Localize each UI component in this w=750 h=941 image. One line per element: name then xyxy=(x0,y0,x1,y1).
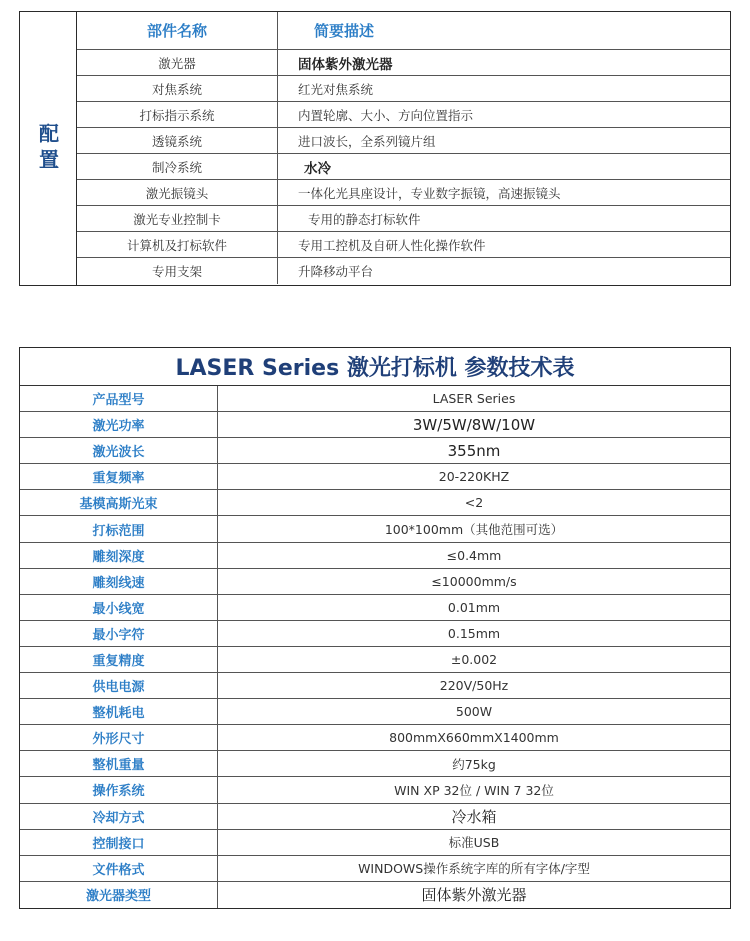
spec-key: 激光功率 xyxy=(20,412,218,437)
config-part-desc: 专用工控机及自研人性化操作软件 xyxy=(298,237,486,253)
config-part-desc: 升降移动平台 xyxy=(298,264,374,279)
config-part-desc: 固体紫外激光器 xyxy=(298,56,393,73)
spec-row xyxy=(20,882,730,908)
spec-key: 冷却方式 xyxy=(20,804,218,829)
spec-value: 220V/50Hz xyxy=(439,678,509,694)
config-row xyxy=(77,102,730,128)
config-row xyxy=(77,232,730,258)
spec-value: 约75kg xyxy=(452,756,496,772)
spec-row xyxy=(20,438,730,464)
spec-value: WINDOWS操作系统字库的所有字体/字型 xyxy=(358,861,590,877)
spec-row xyxy=(20,777,730,803)
spec-row xyxy=(20,595,730,621)
spec-rows xyxy=(20,386,730,908)
config-part-name: 激光振镜头 xyxy=(77,180,278,205)
config-part-desc: 红光对焦系统 xyxy=(298,81,374,97)
spec-key: 激光器类型 xyxy=(20,882,218,908)
config-side-label: 配置 xyxy=(35,122,60,175)
config-row xyxy=(77,128,730,154)
spec-row xyxy=(20,621,730,647)
config-part-desc: 水冷 xyxy=(304,160,331,177)
config-part-desc: 专用的静态打标软件 xyxy=(308,211,421,227)
spec-key: 重复精度 xyxy=(20,647,218,672)
config-part-name: 专用支架 xyxy=(77,258,278,284)
spec-row xyxy=(20,673,730,699)
config-header-row xyxy=(77,12,730,50)
config-part-name: 制冷系统 xyxy=(77,154,278,179)
spec-row xyxy=(20,412,730,438)
config-table xyxy=(19,11,731,286)
spec-value: 0.15mm xyxy=(447,625,501,641)
spec-key: 产品型号 xyxy=(20,386,218,411)
spec-key: 重复频率 xyxy=(20,464,218,489)
spec-key: 基模高斯光束 xyxy=(20,490,218,515)
spec-row xyxy=(20,464,730,490)
spec-value: 标准USB xyxy=(448,835,500,851)
spec-value: 冷水箱 xyxy=(451,807,497,826)
config-part-name: 计算机及打标软件 xyxy=(77,232,278,257)
spec-value: <2 xyxy=(464,495,484,511)
config-part-desc: 一体化光具座设计，专业数字振镜，高速振镜头 xyxy=(298,185,561,201)
config-part-name: 激光器 xyxy=(77,50,278,75)
spec-key: 打标范围 xyxy=(20,516,218,541)
config-row xyxy=(77,206,730,232)
spec-key: 雕刻线速 xyxy=(20,569,218,594)
spec-key: 整机重量 xyxy=(20,751,218,776)
spec-value: 800mmX660mmX1400mm xyxy=(389,730,559,746)
spec-value: 100*100mm（其他范围可选） xyxy=(384,522,564,538)
spec-row xyxy=(20,647,730,673)
config-header-desc: 简要描述 xyxy=(314,22,375,40)
config-side-label-cell xyxy=(20,12,77,285)
spec-value: LASER Series xyxy=(432,391,516,407)
spec-value: ≤10000mm/s xyxy=(431,573,517,589)
spec-value: 固体紫外激光器 xyxy=(421,886,527,905)
spec-row xyxy=(20,751,730,777)
spec-key: 雕刻深度 xyxy=(20,543,218,568)
spec-table xyxy=(19,347,731,909)
spec-key: 操作系统 xyxy=(20,777,218,802)
config-row xyxy=(77,50,730,76)
spec-key: 整机耗电 xyxy=(20,699,218,724)
config-part-name: 对焦系统 xyxy=(77,76,278,101)
spec-key: 文件格式 xyxy=(20,856,218,881)
spec-key: 供电电源 xyxy=(20,673,218,698)
spec-key: 激光波长 xyxy=(20,438,218,463)
spec-value: WIN XP 32位 / WIN 7 32位 xyxy=(394,782,554,798)
spec-value: 20-220KHZ xyxy=(438,469,510,485)
config-row xyxy=(77,154,730,180)
config-part-name: 激光专业控制卡 xyxy=(77,206,278,231)
spec-row xyxy=(20,569,730,595)
spec-row xyxy=(20,725,730,751)
spec-row xyxy=(20,699,730,725)
spec-key: 外形尺寸 xyxy=(20,725,218,750)
config-header-name: 部件名称 xyxy=(77,12,278,49)
spec-value: 500W xyxy=(455,704,493,720)
spec-row xyxy=(20,856,730,882)
spec-value: 3W/5W/8W/10W xyxy=(412,415,536,434)
spec-value: ±0.002 xyxy=(450,651,498,667)
config-row xyxy=(77,258,730,284)
spec-value: 355nm xyxy=(447,441,501,460)
spec-title: LASER Series 激光打标机 参数技术表 xyxy=(20,348,730,386)
spec-row xyxy=(20,386,730,412)
config-part-name: 透镜系统 xyxy=(77,128,278,153)
spec-row xyxy=(20,830,730,856)
spec-key: 最小线宽 xyxy=(20,595,218,620)
config-row xyxy=(77,76,730,102)
spec-row xyxy=(20,490,730,516)
spec-key: 控制接口 xyxy=(20,830,218,855)
spec-key: 最小字符 xyxy=(20,621,218,646)
config-row xyxy=(77,180,730,206)
config-part-name: 打标指示系统 xyxy=(77,102,278,127)
spec-row xyxy=(20,516,730,542)
spec-value: 0.01mm xyxy=(447,599,501,615)
config-part-desc: 内置轮廓、大小、方向位置指示 xyxy=(298,107,474,123)
spec-row xyxy=(20,543,730,569)
config-part-desc: 进口波长，全系列镜片组 xyxy=(298,133,436,149)
config-grid xyxy=(77,12,730,285)
spec-row xyxy=(20,804,730,830)
spec-value: ≤0.4mm xyxy=(446,547,502,563)
